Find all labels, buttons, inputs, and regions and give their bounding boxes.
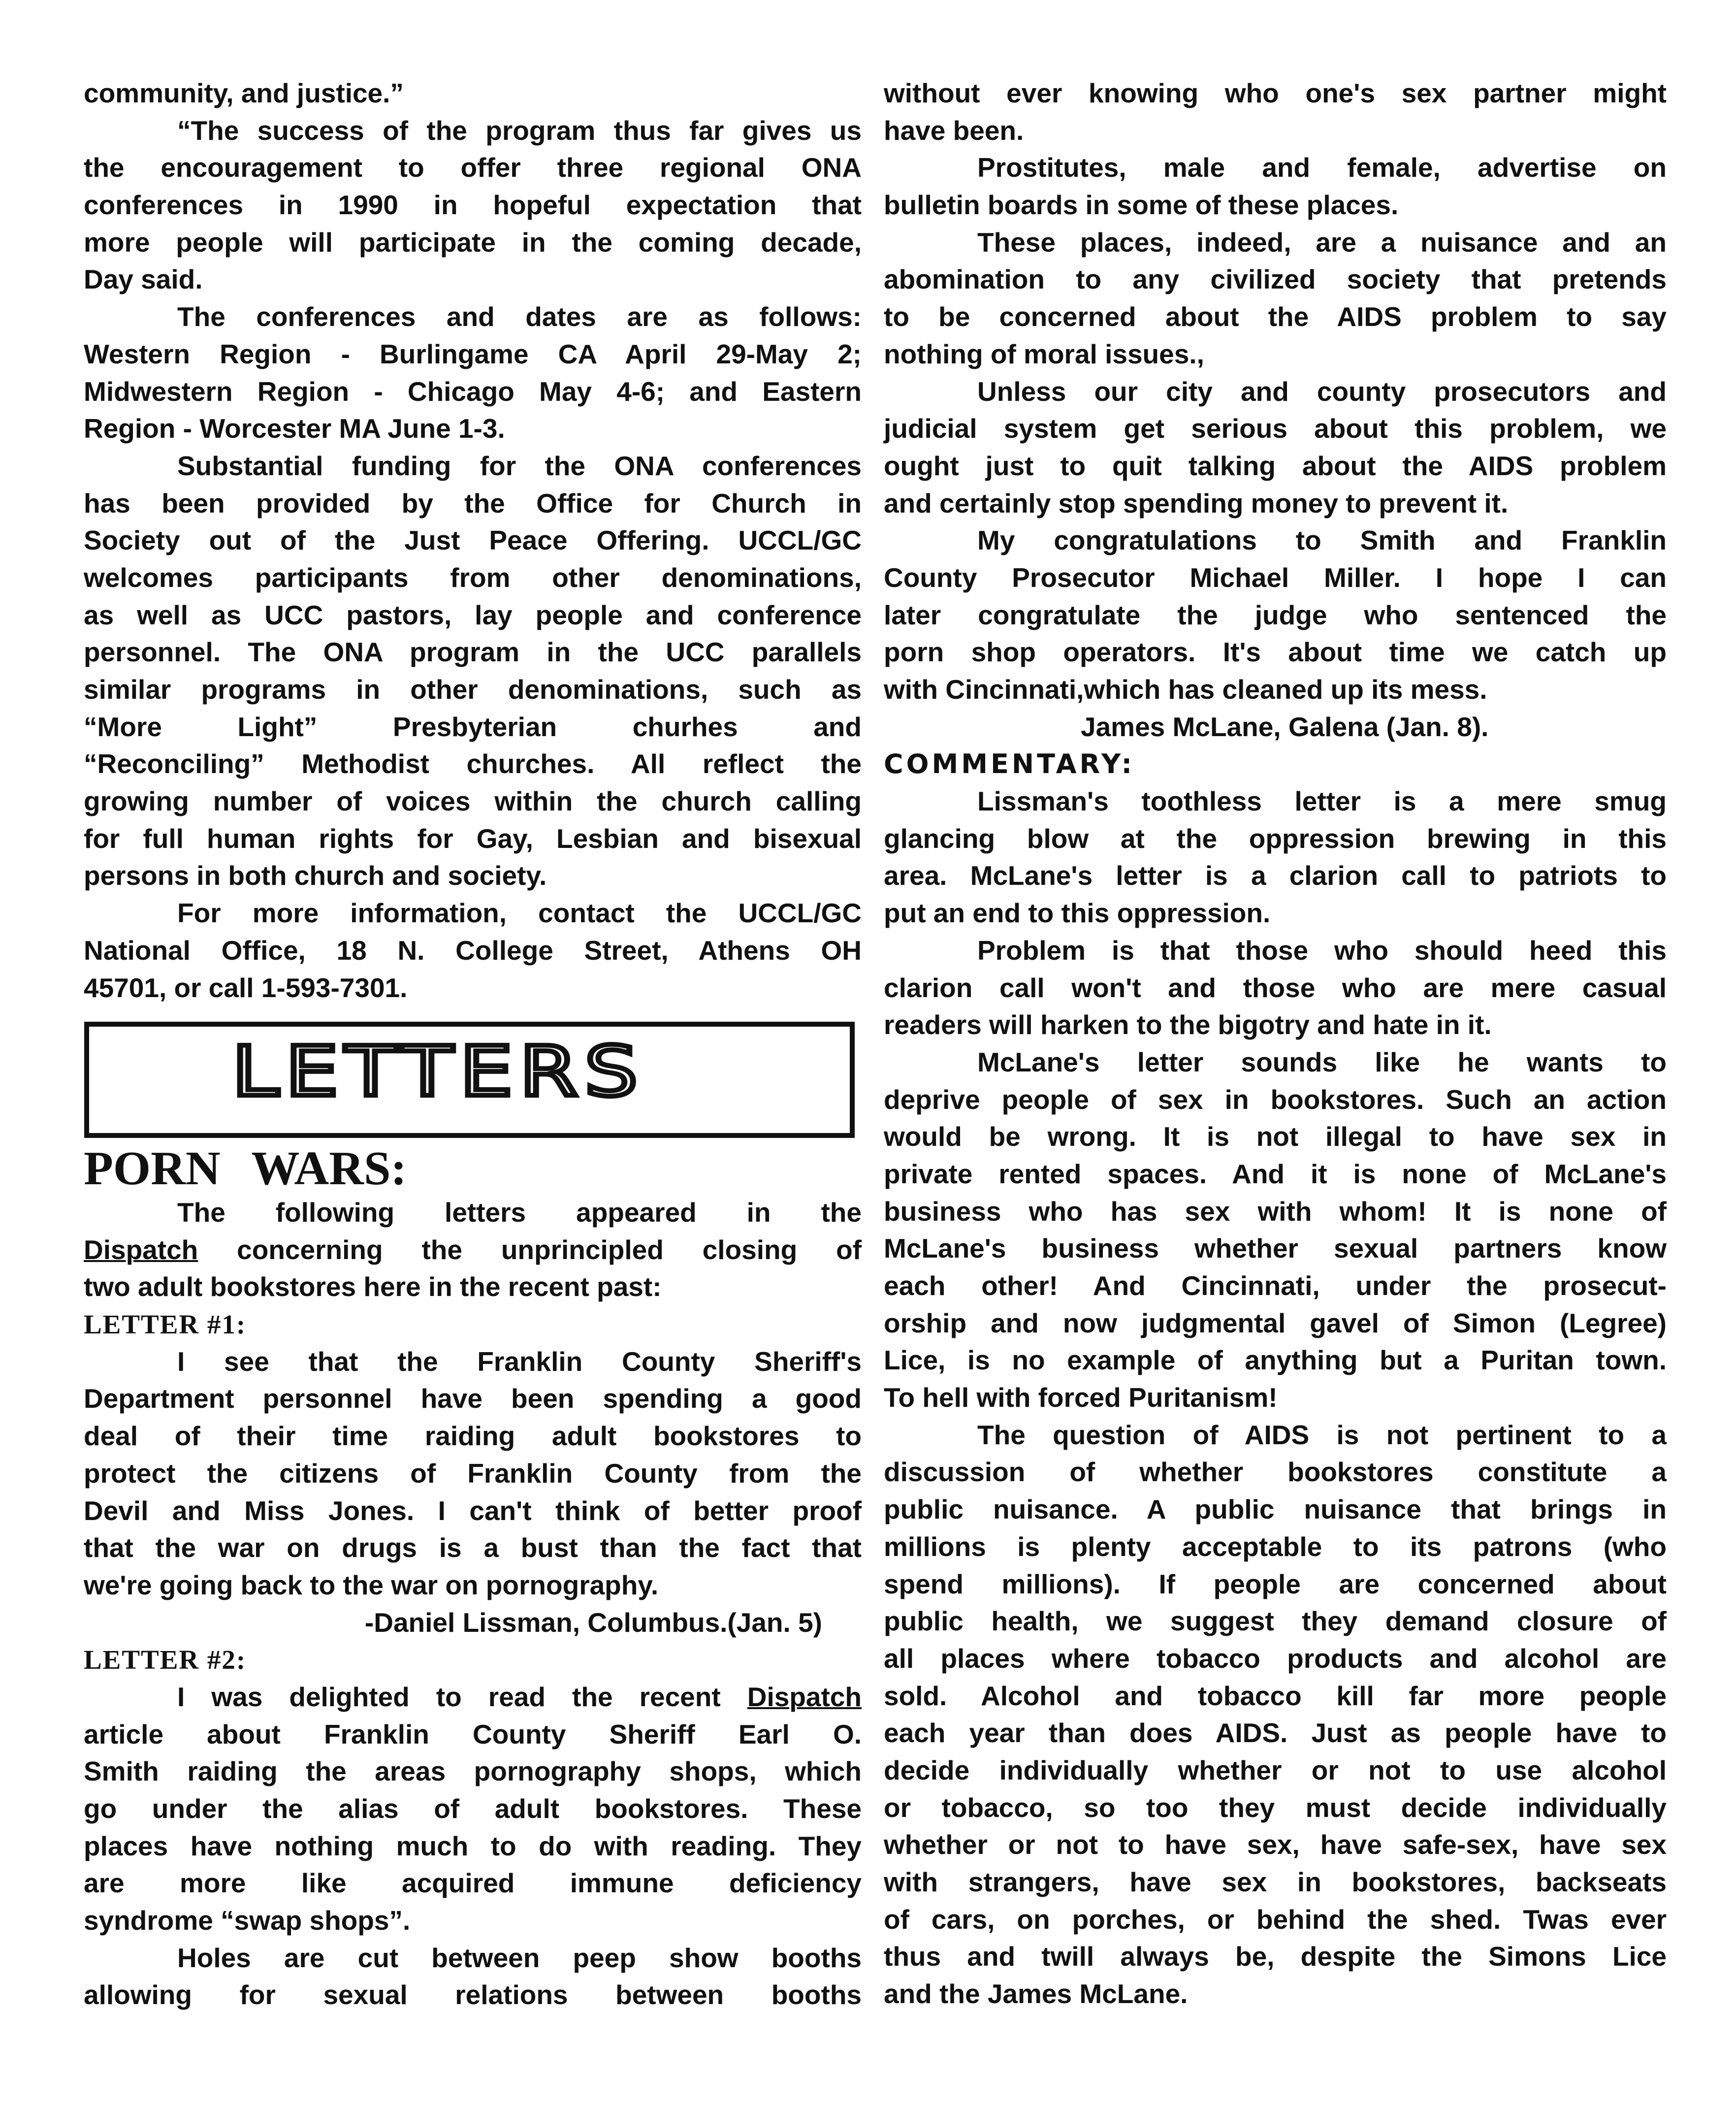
left-column-letters bbox=[84, 1194, 862, 2014]
text-line: COMMENTARY: bbox=[884, 748, 1135, 780]
text-line: readers will harken to the bigotry and hate in it. bbox=[884, 1009, 1492, 1040]
text-line: for full human rights for Gay, Lesbian and bisexual bbox=[84, 823, 862, 854]
text-line: ought just to quit talking about the AIDS problem bbox=[884, 450, 1667, 481]
text-line: the encouragement to offer three regional ONA bbox=[84, 152, 862, 183]
text-line: Prostitutes, male and female, advertise on bbox=[977, 152, 1667, 183]
text-line: more people will participate in the coming decade, bbox=[84, 227, 862, 258]
paragraph bbox=[884, 75, 1667, 149]
text-line: To hell with forced Puritanism! bbox=[884, 1382, 1278, 1413]
text-line: National Office, 18 N. College Street, Athens OH bbox=[84, 935, 862, 966]
text-line: all places where tobacco products and alcohol are bbox=[884, 1643, 1667, 1674]
text-line: of cars, on porches, or behind the shed. Twas ever bbox=[884, 1904, 1667, 1935]
text-line: two adult bookstores here in the recent past: bbox=[84, 1271, 662, 1302]
text-line: similar programs in other denominations, such as bbox=[84, 674, 862, 705]
text-line: public health, we suggest they demand closure of bbox=[884, 1606, 1667, 1637]
paragraph bbox=[84, 112, 862, 298]
text-line: syndrome “swap shops”. bbox=[84, 1905, 411, 1936]
center-line bbox=[884, 709, 1667, 746]
text-line: “The success of the program thus far gives us bbox=[177, 115, 862, 146]
left-column-top-article bbox=[84, 75, 862, 1006]
text-line: “More Light” Presbyterian churhes and bbox=[84, 711, 862, 742]
text-line: as well as UCC pastors, lay people and conference bbox=[84, 599, 862, 630]
text-line: persons in both church and society. bbox=[84, 860, 547, 891]
text-line: area. McLane's letter is a clarion call to patriots to bbox=[884, 860, 1667, 891]
text-line: spend millions). If people are concerned about bbox=[884, 1568, 1667, 1599]
text-line: Dispatch concerning the unprincipled closing of bbox=[84, 1234, 862, 1265]
text-line: Midwestern Region - Chicago May 4-6; and Eastern bbox=[84, 376, 862, 407]
paragraph bbox=[84, 1940, 862, 2014]
paragraph bbox=[884, 224, 1667, 373]
text-line: These places, indeed, are a nuisance and an bbox=[977, 227, 1667, 258]
text-line: nothing of moral issues., bbox=[884, 338, 1204, 369]
text-line: discussion of whether bookstores constitute a bbox=[884, 1457, 1667, 1488]
text-line: judicial system get serious about this problem, we bbox=[884, 413, 1667, 444]
newspaper-name: Dispatch bbox=[747, 1681, 862, 1712]
paragraph bbox=[84, 1679, 862, 1940]
text-line: decide individually whether or not to use alcohol bbox=[884, 1754, 1667, 1785]
text-line: that the war on drugs is a bust than the fact that bbox=[84, 1532, 862, 1563]
newspaper-name: Dispatch bbox=[84, 1234, 198, 1265]
text-line: millions is plenty acceptable to its patrons (who bbox=[884, 1531, 1667, 1562]
text-line: deprive people of sex in bookstores. Such an action bbox=[884, 1084, 1667, 1115]
text-line: have been. bbox=[884, 115, 1024, 146]
text-line: The conferences and dates are as follows: bbox=[177, 301, 862, 332]
text-line: Holes are cut between peep show booths bbox=[177, 1942, 862, 1973]
text-line: community, and justice.” bbox=[84, 78, 404, 108]
head-line bbox=[84, 1641, 862, 1679]
text-line: we're going back to the war on pornography. bbox=[84, 1569, 659, 1600]
text-line: would be wrong. It is not illegal to have sex in bbox=[884, 1121, 1667, 1152]
text-line: Lissman's toothless letter is a mere smug bbox=[977, 786, 1667, 817]
text-line: Western Region - Burlingame CA April 29-May 2; bbox=[84, 338, 862, 369]
text-line: with Cincinnati,which has cleaned up its mess. bbox=[884, 674, 1487, 705]
text-line: LETTER #1: bbox=[84, 1309, 247, 1340]
text-line: My congratulations to Smith and Franklin bbox=[977, 525, 1667, 556]
text-line: McLane's business whether sexual partners know bbox=[884, 1233, 1667, 1264]
text-line: “Reconciling” Methodist churches. All reflect the bbox=[84, 748, 862, 779]
paragraph bbox=[884, 149, 1667, 224]
text-line: glancing blow at the oppression brewing in this bbox=[884, 823, 1667, 854]
text-line: Devil and Miss Jones. I can't think of better proof bbox=[84, 1495, 862, 1526]
text-line: put an end to this oppression. bbox=[884, 898, 1271, 929]
letters-section-title: LETTERS bbox=[232, 1032, 645, 1112]
paragraph bbox=[884, 1417, 1667, 2013]
text-line: 45701, or call 1-593-7301. bbox=[84, 972, 408, 1003]
text-line: public nuisance. A public nuisance that brings in bbox=[884, 1494, 1667, 1525]
letters-section-banner bbox=[84, 1022, 855, 1138]
head-line bbox=[84, 1306, 862, 1343]
text-line: I was delighted to read the recent Dispatch bbox=[177, 1681, 862, 1712]
text-line: orship and now judgmental gavel of Simon (Legree) bbox=[884, 1307, 1667, 1338]
text-line: The following letters appeared in the bbox=[177, 1197, 862, 1228]
text-line: go under the alias of adult bookstores. These bbox=[84, 1793, 862, 1824]
text-line: thus and twill always be, despite the Simons Lice bbox=[884, 1941, 1667, 1972]
paragraph bbox=[884, 932, 1667, 1044]
text-line: to be concerned about the AIDS problem to say bbox=[884, 301, 1667, 332]
text-line: bulletin boards in some of these places. bbox=[884, 190, 1399, 221]
paragraph bbox=[84, 895, 862, 1006]
text-line: each year than does AIDS. Just as people have to bbox=[884, 1717, 1667, 1749]
paragraph bbox=[884, 373, 1667, 522]
text-line: clarion call won't and those who are mere casual bbox=[884, 972, 1667, 1003]
porn-wars-heading: PORN WARS: bbox=[84, 1142, 407, 1195]
text-line: Problem is that those who should heed this bbox=[977, 935, 1667, 966]
paragraph bbox=[84, 1194, 862, 1306]
text-line: without ever knowing who one's sex partner might bbox=[884, 78, 1667, 108]
text-line: welcomes participants from other denominations, bbox=[84, 562, 862, 593]
text-line: has been provided by the Office for Church in bbox=[84, 487, 862, 518]
text-line: personnel. The ONA program in the UCC parallels bbox=[84, 637, 862, 668]
paragraph bbox=[84, 75, 862, 112]
text-line: Substantial funding for the ONA conferences bbox=[177, 450, 862, 481]
commentary-line bbox=[884, 745, 1667, 783]
text-line: abomination to any civilized society that pretends bbox=[884, 264, 1667, 295]
text-line: are more like acquired immune deficiency bbox=[84, 1868, 862, 1899]
text-line: The question of AIDS is not pertinent to a bbox=[977, 1419, 1667, 1450]
text-line: Department personnel have been spending a good bbox=[84, 1383, 862, 1414]
text-line: Smith raiding the areas pornography shops, which bbox=[84, 1756, 862, 1787]
text-line: private rented spaces. And it is none of McLane's bbox=[884, 1158, 1667, 1189]
text-line: McLane's letter sounds like he wants to bbox=[977, 1046, 1667, 1077]
text-line: Region - Worcester MA June 1-3. bbox=[84, 413, 505, 444]
paragraph bbox=[884, 1044, 1667, 1417]
text-line: or tobacco, so too they must decide individually bbox=[884, 1792, 1667, 1823]
text-line: with strangers, have sex in bookstores, backseats bbox=[884, 1867, 1667, 1897]
text-line: Unless our city and county prosecutors and bbox=[977, 376, 1667, 407]
text-line: and certainly stop spending money to prevent it. bbox=[884, 487, 1509, 518]
text-line: James McLane, Galena (Jan. 8). bbox=[1081, 711, 1489, 742]
text-line: protect the citizens of Franklin County from the bbox=[84, 1458, 862, 1489]
right-column-letters-commentary bbox=[884, 75, 1667, 2013]
text-line: places have nothing much to do with reading. They bbox=[84, 1830, 862, 1861]
right-line bbox=[84, 1604, 862, 1642]
text-line: business who has sex with whom! It is none of bbox=[884, 1196, 1667, 1227]
text-line: -Daniel Lissman, Columbus.(Jan. 5) bbox=[364, 1607, 822, 1638]
text-line: and the James McLane. bbox=[884, 1978, 1188, 2009]
text-line: Lice, is no example of anything but a Puritan town. bbox=[884, 1345, 1667, 1376]
text-line: whether or not to have sex, have safe-sex, have sex bbox=[884, 1829, 1667, 1860]
text-line: later congratulate the judge who sentenced the bbox=[884, 599, 1667, 630]
text-line: Society out of the Just Peace Offering. UCCL/GC bbox=[84, 525, 862, 556]
paragraph bbox=[84, 1343, 862, 1604]
text-line: deal of their time raiding adult bookstores to bbox=[84, 1421, 862, 1452]
paragraph bbox=[884, 522, 1667, 708]
text-line: growing number of voices within the church calling bbox=[84, 786, 862, 817]
text-line: Day said. bbox=[84, 264, 203, 295]
text-line: For more information, contact the UCCL/GC bbox=[177, 898, 862, 929]
text-line: allowing for sexual relations between booths bbox=[84, 1979, 862, 2010]
text-line: LETTER #2: bbox=[84, 1645, 247, 1675]
paragraph bbox=[884, 783, 1667, 932]
text-line: sold. Alcohol and tobacco kill far more people bbox=[884, 1680, 1667, 1711]
paragraph bbox=[84, 448, 862, 895]
text-line: each other! And Cincinnati, under the prosecut- bbox=[884, 1270, 1667, 1301]
text-line: porn shop operators. It's about time we catch up bbox=[884, 637, 1667, 668]
text-line: conferences in 1990 in hopeful expectation that bbox=[84, 190, 862, 221]
text-line: article about Franklin County Sheriff Earl O. bbox=[84, 1718, 862, 1750]
paragraph bbox=[84, 298, 862, 448]
text-line: County Prosecutor Michael Miller. I hope I can bbox=[884, 562, 1667, 593]
text-line: I see that the Franklin County Sheriff's bbox=[177, 1346, 862, 1377]
